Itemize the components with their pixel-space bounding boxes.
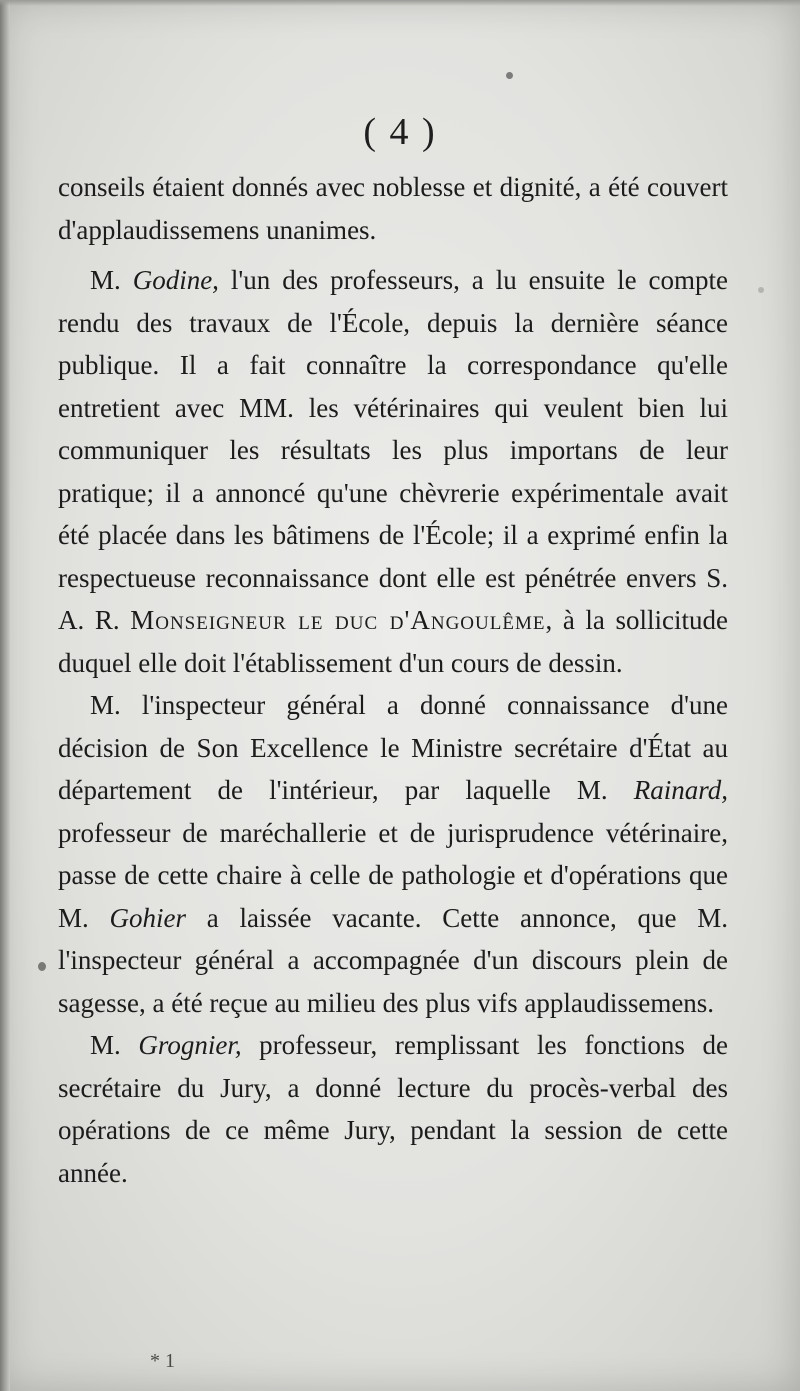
paragraph-1-text: conseils étaient donnés avec noblesse et dignité, a été couvert d'applaudissemens unanimes.	[58, 172, 728, 245]
page-binding-edge	[0, 0, 10, 1391]
page-number: ( 4 )	[363, 111, 437, 153]
paragraph-3-segment-1: M. l'inspecteur général a donné connaissance d'une décision de Son Excellence le Ministre secrétaire d'État au département de l'intérieur, par laquelle M.	[58, 690, 728, 805]
ink-spot	[38, 962, 46, 971]
paragraph-3-name-gohier: Gohier	[109, 902, 187, 933]
paragraph-2-title-duc: Monseigneur le duc d'Angoulême	[130, 605, 546, 635]
paragraph-3	[58, 684, 728, 1024]
body-text	[58, 166, 728, 1194]
paragraph-4-segment-3: professeur, remplissant les fonctions de secrétaire du Jury, a donné lecture du procès-verbal des opérations de ce même Jury, pendant la session de cette année.	[58, 1030, 728, 1188]
paragraph-3-name-rainard: Rainard,	[633, 775, 728, 805]
paragraph-2-segment-3: l'un des professeurs, a lu ensuite le compte rendu des travaux de l'École, depuis la dernière séance publique. Il a fait connaître la correspondance qu'elle entretient avec MM. les vétérinaires qui veulent bien lui communiquer les résultats les plus importans de leur pratique; il a annoncé qu'une chèvrerie expérimentale avait été placée dans les bâtimens de l'École; il a exprimé enfin la respectueuse reconnaissance dont elle est pénétrée envers S. A. R.	[58, 265, 728, 635]
signature-mark: * 1	[150, 1350, 175, 1372]
paragraph-4-name-grognier: Grognier,	[138, 1030, 242, 1060]
ink-spot	[506, 72, 513, 79]
paragraph-2-segment-5: , à la sollicitude duquel elle doit l'établissement d'un cours de dessin.	[58, 605, 728, 678]
paragraph-2	[58, 259, 728, 684]
paragraph-1	[58, 166, 728, 251]
page-top-edge	[0, 0, 800, 6]
paragraph-3-segment-3: professeur de maréchallerie et de jurisprudence vétérinaire, passe de cette chaire à celle de pathologie et d'opérations que M.	[58, 817, 728, 933]
paragraph-4-segment-1: M.	[90, 1030, 139, 1060]
ink-spot	[758, 287, 764, 293]
paragraph-2-segment-1: M.	[90, 265, 133, 295]
paragraph-2-name-godine: Godine,	[132, 265, 219, 295]
paragraph-4	[58, 1024, 728, 1194]
paragraph-3-segment-5: a laissée vacante. Cette annonce, que M. l'inspecteur général a accompagnée d'un discours plein de sagesse, a été reçue au milieu des plus vifs applaudissemens.	[58, 902, 728, 1018]
